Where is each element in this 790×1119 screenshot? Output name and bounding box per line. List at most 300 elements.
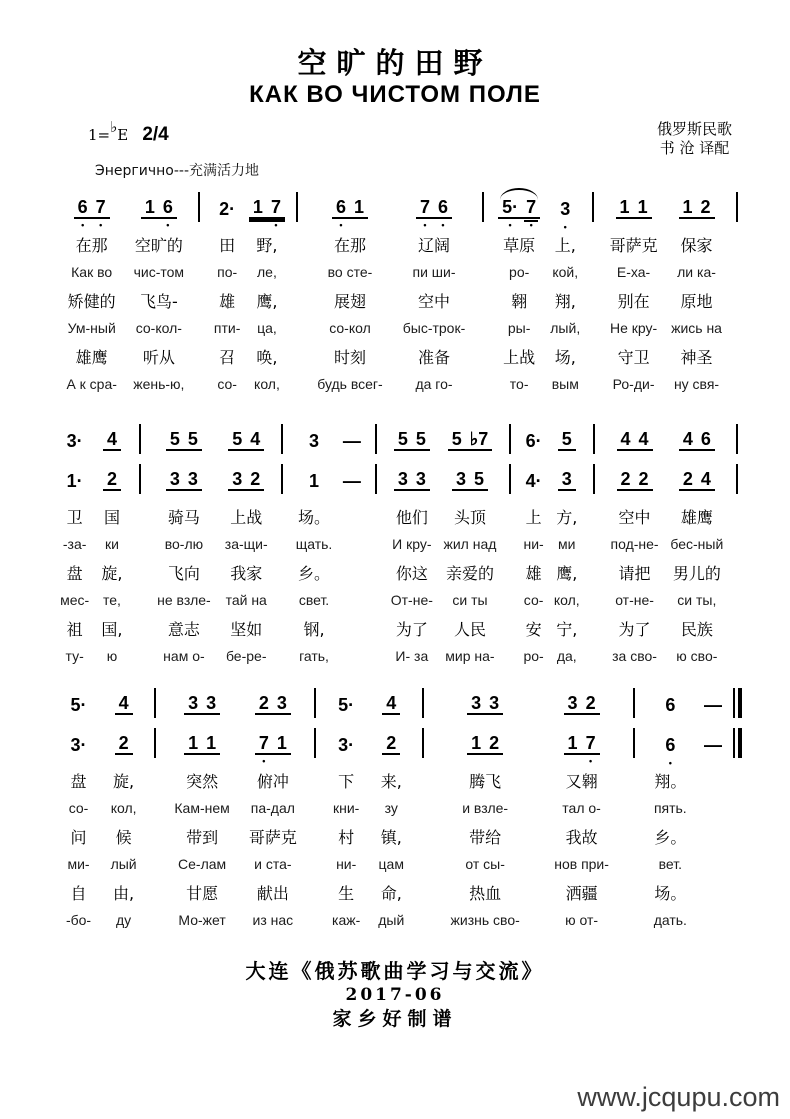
lyric-spacer [587, 614, 601, 642]
lyric-cell: ю от- [565, 912, 599, 928]
watermark-url: www.jcqupu.com [577, 1082, 780, 1112]
barline [308, 726, 322, 766]
lyric-cell: от-не- [615, 592, 654, 608]
lyric-spacer [730, 342, 744, 370]
note: 2 [386, 733, 397, 754]
note-group [564, 734, 600, 755]
note-cell [166, 686, 238, 726]
note: 4· [525, 471, 542, 492]
barline [416, 726, 430, 766]
note-group [63, 472, 87, 491]
lyric-cell: из нас [252, 912, 294, 928]
lyric-cell: 为了 [395, 619, 428, 639]
note: 5 [415, 429, 426, 450]
lyric-cell: 卫 [66, 507, 83, 527]
barline [133, 422, 147, 462]
note-group [679, 198, 715, 219]
lyric-cell: 旋, [101, 563, 123, 583]
lyric-spacer [730, 878, 744, 906]
lyric-cell: бе-ре- [225, 648, 267, 664]
barline-stroke [139, 464, 141, 494]
note-cell [103, 726, 144, 766]
lyric-spacer [627, 878, 641, 906]
note-cell [605, 462, 663, 502]
lyric-cell: ю сво- [676, 648, 718, 664]
note: 6 [700, 429, 711, 450]
lyric-cell: тал о- [562, 800, 601, 816]
song-title-chinese: 空旷的田野 [297, 46, 493, 80]
lyric-cell: 时刻 [333, 347, 366, 367]
lyric-cell: жил над [443, 536, 497, 552]
note: 3 [206, 693, 217, 714]
barline-stroke [281, 424, 283, 454]
lyric-cell: 田 [219, 235, 236, 255]
note: 2 [700, 197, 711, 218]
note: 3 [397, 469, 408, 490]
lyric-cell [339, 502, 365, 530]
system-3 [58, 686, 744, 934]
barline-stroke [281, 464, 283, 494]
lyric-cell: 安 [525, 619, 542, 639]
note-cell [387, 462, 437, 502]
note-group [228, 470, 264, 491]
lyric-cell: 翔, [554, 291, 576, 311]
barline-stroke [509, 464, 511, 494]
lyric-cell: ли ка- [677, 264, 716, 280]
lyric-cell: от сы- [465, 856, 505, 872]
note: 7 • [255, 734, 273, 753]
lyric-spacer [503, 642, 517, 670]
note-cell [441, 462, 499, 502]
note-cell [210, 190, 244, 230]
note-cell [700, 686, 726, 726]
lyric-cell: Мо-жет [178, 912, 226, 928]
note: 6 • [332, 198, 350, 217]
lyric-spacer [290, 258, 304, 286]
lyric-spacer [308, 766, 322, 794]
barline-stroke [736, 424, 738, 454]
barline-stroke [633, 728, 635, 758]
lyric-spacer [133, 502, 147, 530]
note: 7 • [522, 198, 540, 217]
lyric-spacer [275, 558, 289, 586]
key-and-time [88, 120, 169, 146]
lyric-spacer [730, 794, 744, 822]
lyric-cell: Ум-ный [67, 320, 116, 336]
lyric-cell: дый [378, 912, 405, 928]
barline-stroke [736, 192, 738, 222]
lyric-spacer [587, 502, 601, 530]
lyric-cell: 钢, [303, 619, 325, 639]
note: 1 [567, 733, 578, 754]
lyric-spacer [133, 614, 147, 642]
lyric-cell: Е-ха- [616, 264, 651, 280]
lyric-cell: со- [217, 376, 237, 392]
lyric-cell: во сте- [327, 264, 373, 280]
lyric-cell: кол, [254, 376, 280, 392]
lyric-cell: пять. [653, 800, 687, 816]
note: — [704, 695, 722, 716]
lyric-cell: си ты, [677, 592, 717, 608]
note: 2 [118, 733, 129, 754]
lyric-cell: 神圣 [680, 347, 713, 367]
note: 1· [66, 471, 83, 492]
lyric-cell [700, 850, 726, 878]
note-cell [248, 190, 286, 230]
note-cell [166, 726, 238, 766]
note: 1 [471, 733, 482, 754]
lyric-cell: 国, [101, 619, 123, 639]
barline-stroke [296, 192, 298, 222]
lyric-spacer [148, 822, 162, 850]
note-cell [396, 190, 472, 230]
note-group [339, 432, 365, 451]
lyric-cell: не взле- [157, 592, 211, 608]
lyric-spacer [586, 286, 600, 314]
tempo-marking: Энергично---充满活力地 [95, 163, 260, 179]
note-group [166, 470, 202, 491]
note: — [704, 735, 722, 756]
lyric-cell [339, 586, 365, 614]
lyric-cell: 男儿的 [672, 563, 721, 583]
lyric-cell: ро- [523, 648, 544, 664]
note-group [467, 734, 503, 755]
lyric-cell: 人民 [453, 619, 486, 639]
lyric-cell: цам [378, 856, 404, 872]
lyric-cell: те, [102, 592, 121, 608]
note: 4 [620, 429, 631, 450]
lyric-spacer [476, 314, 490, 342]
lyric-spacer [476, 258, 490, 286]
lyric-cell: 为了 [618, 619, 651, 639]
note-group [467, 694, 503, 715]
note: 1 [144, 197, 155, 218]
note: ♭7 [469, 429, 489, 450]
barline [730, 422, 744, 462]
lyric-cell: 展翅 [333, 291, 366, 311]
lyric-cell: мир на- [445, 648, 495, 664]
lyric-cell: со- [523, 592, 544, 608]
barline [476, 190, 490, 230]
note-cell [494, 190, 545, 230]
note: 4 [118, 693, 129, 714]
lyric-spacer [730, 230, 744, 258]
note-cell [151, 422, 218, 462]
lyric-spacer [627, 850, 641, 878]
notation-systems [0, 186, 790, 934]
barline [148, 726, 162, 766]
lyric-spacer [730, 822, 744, 850]
lyric-cell: 翔。 [654, 771, 687, 791]
note-group [679, 430, 715, 451]
lyric-spacer [416, 822, 430, 850]
footer-engraver: 家乡好制谱 [332, 1008, 458, 1030]
note-cell [541, 686, 623, 726]
lyric-spacer [503, 558, 517, 586]
note-cell [668, 462, 726, 502]
lyric-cell: Ро-ди- [612, 376, 655, 392]
lyric-cell: 原地 [680, 291, 713, 311]
barline-stroke [314, 688, 316, 718]
lyric-cell: 突然 [186, 771, 219, 791]
lyric-cell: 候 [115, 827, 132, 847]
lyric-cell: 矫健的 [67, 291, 116, 311]
note: 4 [682, 429, 693, 450]
lyric-cell: ки [104, 536, 119, 552]
note-group [184, 734, 220, 755]
lyric-spacer [730, 530, 744, 558]
lyric-cell: вым [551, 376, 579, 392]
lyric-spacer [275, 530, 289, 558]
note-group [661, 736, 679, 755]
note: 3 [232, 469, 243, 490]
note-cell [645, 726, 696, 766]
lyric-spacer [192, 258, 206, 286]
barline-stroke [482, 192, 484, 222]
lyric-cell: нов при- [554, 856, 609, 872]
lyric-cell: лый, [550, 320, 581, 336]
note-cell [700, 726, 726, 766]
note-cell [604, 190, 663, 230]
lyric-cell: пти- [213, 320, 241, 336]
lyric-cell: 民族 [680, 619, 713, 639]
lyric-cell: 宁, [556, 619, 578, 639]
note-group [305, 472, 323, 491]
lyric-spacer [369, 642, 383, 670]
note-group [74, 198, 110, 219]
note: 2 [258, 693, 269, 714]
note-group [255, 694, 291, 715]
barline [416, 686, 430, 726]
note: 2 [638, 469, 649, 490]
lyric-cell: со- [68, 800, 89, 816]
lyric-cell: 头顶 [453, 507, 486, 527]
lyric-cell: 保家 [680, 235, 713, 255]
barline [148, 686, 162, 726]
lyric-spacer [476, 370, 490, 398]
lyric-spacer [192, 230, 206, 258]
lyric-spacer [308, 906, 322, 934]
lyric-cell: 方, [556, 507, 578, 527]
note-group [334, 696, 358, 715]
lyric-cell: 空中 [618, 507, 651, 527]
note-cell [129, 190, 188, 230]
note: 3 [415, 469, 426, 490]
barline-stroke [733, 688, 735, 718]
lyric-spacer [192, 314, 206, 342]
note: 5· • [498, 198, 522, 217]
barline [503, 462, 517, 502]
note-group [67, 736, 91, 755]
lyric-cell: 雄鹰 [680, 507, 713, 527]
note-group [332, 198, 368, 219]
lyric-spacer [369, 558, 383, 586]
note: 3 [471, 693, 482, 714]
tie-arc [500, 188, 539, 200]
note-cell [242, 686, 304, 726]
barline [275, 462, 289, 502]
lyric-cell: ни- [336, 856, 357, 872]
lyric-spacer [133, 530, 147, 558]
lyric-cell: 问 [70, 827, 87, 847]
lyric-spacer [275, 642, 289, 670]
lyric-spacer [369, 530, 383, 558]
note-group [700, 736, 726, 755]
lyric-cell: тай на [225, 592, 267, 608]
lyric-spacer [290, 314, 304, 342]
note: 4 [250, 429, 261, 450]
note-group [249, 198, 285, 219]
lyric-cell: Не кру- [609, 320, 658, 336]
lyric-cell: мес- [60, 592, 90, 608]
barline-stroke [593, 424, 595, 454]
lyric-cell: 草原 [503, 235, 536, 255]
lyric-cell: жень-ю, [133, 376, 185, 392]
lyric-spacer [586, 258, 600, 286]
lyric-cell: 镇, [380, 827, 402, 847]
barline-stroke [733, 728, 735, 758]
lyric-cell: 场。 [654, 883, 687, 903]
note-cell [221, 462, 271, 502]
note: 3 • [556, 200, 574, 219]
note: 3 [567, 693, 578, 714]
lyric-spacer [503, 502, 517, 530]
lyric-spacer [730, 586, 744, 614]
note-group [558, 430, 576, 451]
lyric-cell: 上 [525, 507, 542, 527]
lyric-spacer [369, 586, 383, 614]
note: 5 [397, 429, 408, 450]
lyric-cell: 乡。 [654, 827, 687, 847]
lyric-spacer [730, 286, 744, 314]
lyric-cell: то- [509, 376, 529, 392]
barline [133, 462, 147, 502]
lyric-cell: жизнь сво- [450, 912, 520, 928]
note-cell [541, 726, 623, 766]
lyric-spacer [586, 314, 600, 342]
note: 3 [489, 693, 500, 714]
note: 7 • [582, 734, 600, 753]
lyric-cell: да го- [415, 376, 453, 392]
note: 4 [638, 429, 649, 450]
barline-stroke-thick [738, 688, 742, 718]
credit-source: 俄罗斯民歌 [656, 120, 732, 138]
note: 2 [106, 469, 117, 490]
lyric-spacer [587, 642, 601, 670]
barline-stroke [314, 728, 316, 758]
lyric-cell: 你这 [395, 563, 428, 583]
note: 1 [188, 733, 199, 754]
lyric-spacer [148, 766, 162, 794]
lyric-cell: 请把 [618, 563, 651, 583]
note-group [394, 430, 430, 451]
note: 5 [169, 429, 180, 450]
lyric-cell: 守卫 [617, 347, 650, 367]
note: 5 [473, 469, 484, 490]
lyric-spacer [587, 586, 601, 614]
barline [308, 686, 322, 726]
lyric-cell: 雄 [219, 291, 236, 311]
barline-stroke [592, 192, 594, 222]
note: 1 [276, 733, 287, 754]
lyric-cell: 由, [113, 883, 135, 903]
lyric-cell: 空旷的 [134, 235, 183, 255]
note-cell [58, 686, 99, 726]
note-cell [339, 462, 365, 502]
note: 6 • [434, 198, 452, 217]
lyric-cell: ту- [65, 648, 84, 664]
barline [275, 422, 289, 462]
footer-block [0, 958, 790, 1032]
lyric-cell: От-не- [390, 592, 433, 608]
note: 5· [338, 695, 355, 716]
note-cell [548, 190, 582, 230]
note-cell [434, 686, 537, 726]
lyric-cell: 乡。 [298, 563, 331, 583]
barline [369, 462, 383, 502]
lyric-spacer [308, 878, 322, 906]
lyric-spacer [275, 586, 289, 614]
note: 6 • [661, 736, 679, 755]
lyric-spacer [730, 370, 744, 398]
lyric-cell: 带给 [469, 827, 502, 847]
lyric-cell: свет. [298, 592, 330, 608]
barline-stroke [509, 424, 511, 454]
note-group [215, 200, 239, 219]
lyric-spacer [192, 342, 206, 370]
note: 1 [206, 733, 217, 754]
lyric-cell: А к сра- [66, 376, 117, 392]
barline [369, 422, 383, 462]
lyric-cell: 下 [338, 771, 355, 791]
lyric-spacer [586, 342, 600, 370]
note-group [700, 696, 726, 715]
lyric-cell: 甘愿 [186, 883, 219, 903]
note-cell [95, 462, 128, 502]
lyric-cell: 辽阔 [417, 235, 450, 255]
note: 5 [187, 429, 198, 450]
lyric-cell: 唤, [256, 347, 278, 367]
lyric-spacer [308, 850, 322, 878]
lyric-spacer [416, 850, 430, 878]
note: 6 • [74, 198, 92, 217]
note-group [416, 198, 452, 219]
note: 7 • [92, 198, 110, 217]
note: 2 [620, 469, 631, 490]
meta-row [0, 110, 790, 160]
lyric-cell: 祖 [66, 619, 83, 639]
lyric-cell: щать. [295, 536, 333, 552]
song-title-russian: КАК ВО ЧИСТОМ ПОЛЕ [249, 81, 541, 108]
lyric-cell: кой, [552, 264, 579, 280]
note-cell [434, 726, 537, 766]
note-group [448, 430, 493, 451]
lyric-cell: 腾飞 [469, 771, 502, 791]
lyric-cell: 俯冲 [256, 771, 289, 791]
lyric-cell: 又翱 [565, 771, 598, 791]
note: 3 [276, 693, 287, 714]
lyric-cell: бес-ный [670, 536, 724, 552]
lyric-cell: 上战 [503, 347, 536, 367]
note: 4 [386, 693, 397, 714]
lyric-spacer [148, 794, 162, 822]
lyric-spacer [275, 614, 289, 642]
lyric-cell: 带到 [186, 827, 219, 847]
key-signature [88, 118, 129, 144]
note-group [115, 734, 133, 755]
lyric-spacer [627, 794, 641, 822]
lyric-cell: 飞鸟- [139, 291, 178, 311]
